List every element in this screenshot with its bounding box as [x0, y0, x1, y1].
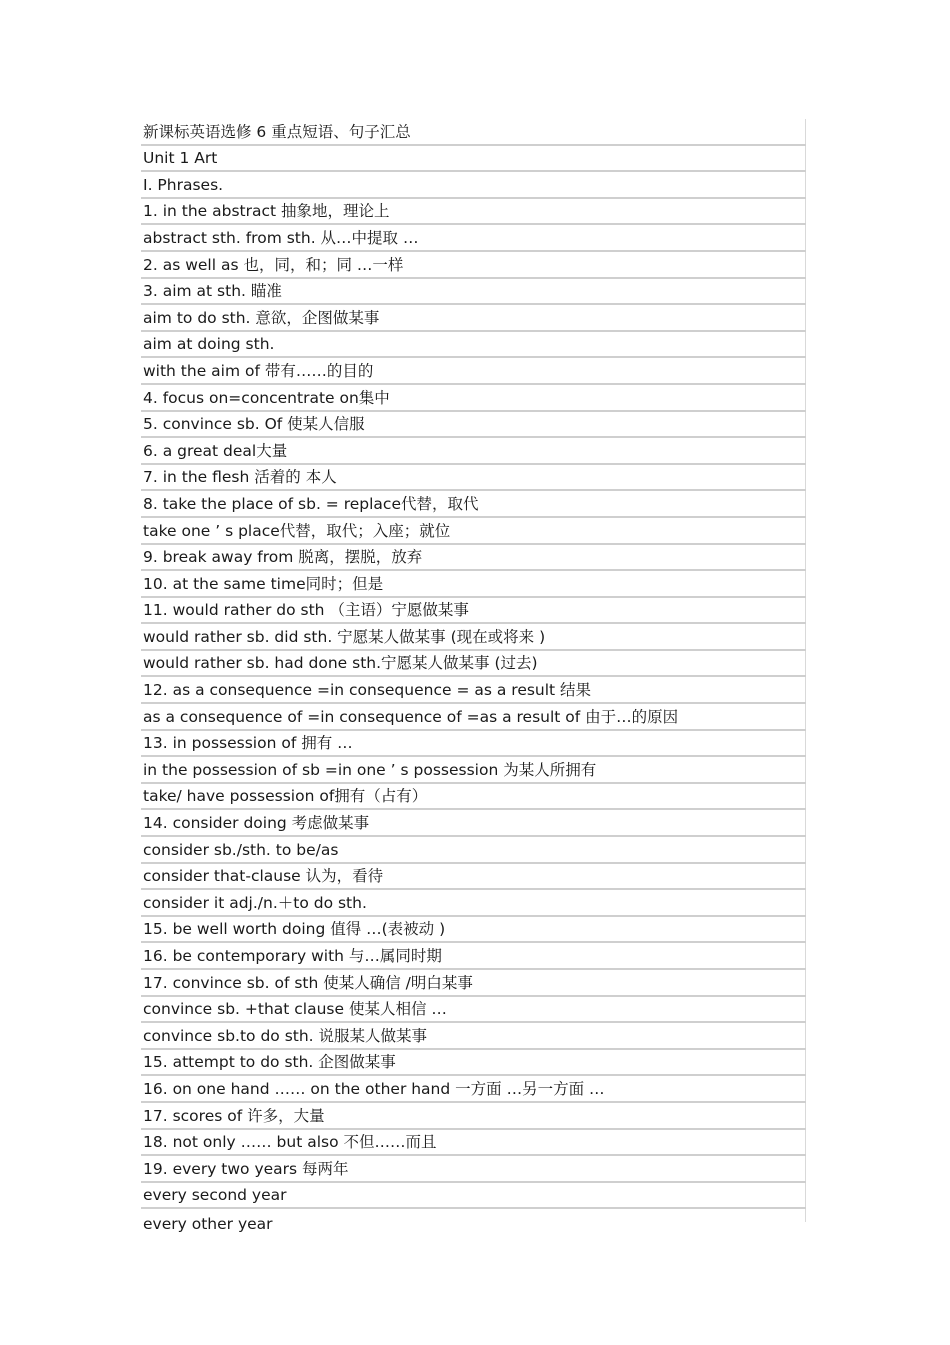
phrase-row — [141, 385, 806, 412]
phrase-text: 2. as well as 也，同，和；同 …一样 — [143, 255, 404, 274]
phrase-text: consider that-clause 认为，看待 — [143, 867, 384, 886]
doc-title-row — [141, 119, 806, 146]
phrase-row — [141, 837, 806, 864]
phrase-row — [141, 252, 806, 279]
phrase-text: aim to do sth. 意欲，企图做某事 — [143, 308, 380, 327]
phrase-row — [141, 1076, 806, 1103]
phrase-row — [141, 518, 806, 545]
phrase-row — [141, 225, 806, 252]
unit-heading: Unit 1 Art — [143, 149, 218, 168]
phrase-text: 4. focus on=concentrate on集中 — [143, 388, 390, 407]
phrase-row — [141, 412, 806, 439]
section-heading-row — [141, 172, 806, 199]
phrase-text: 16. on one hand …… on the other hand 一方面 …另一方面 … — [143, 1079, 605, 1098]
phrase-text: 18. not only …… but also 不但……而且 — [143, 1133, 437, 1152]
phrase-text: would rather sb. had done sth.宁愿某人做某事 (过去) — [143, 654, 538, 673]
phrase-text: aim at doing sth. — [143, 335, 275, 354]
phrase-text: 17. scores of 许多，大量 — [143, 1106, 325, 1125]
phrase-text: 13. in possession of 拥有 … — [143, 734, 353, 753]
phrase-row — [141, 917, 806, 944]
phrase-text: convince sb.to do sth. 说服某人做某事 — [143, 1026, 428, 1045]
phrase-row — [141, 358, 806, 385]
phrase-row — [141, 943, 806, 970]
phrase-row — [141, 279, 806, 306]
phrase-row — [141, 731, 806, 758]
phrase-text: every second year — [143, 1186, 287, 1205]
unit-heading-row — [141, 146, 806, 173]
phrase-text: as a consequence of =in consequence of =as a result of 由于…的原因 — [143, 707, 679, 726]
phrase-text: 15. be well worth doing 值得 …(表被动 ) — [143, 920, 446, 939]
phrase-text: 6. a great deal大量 — [143, 441, 288, 460]
phrase-text: 5. convince sb. Of 使某人信服 — [143, 415, 365, 434]
phrase-text: 15. attempt to do sth. 企图做某事 — [143, 1053, 396, 1072]
phrase-row — [141, 1209, 806, 1236]
phrase-row — [141, 332, 806, 359]
phrase-row — [141, 1050, 806, 1077]
phrase-row — [141, 784, 806, 811]
doc-title: 新课标英语选修 6 重点短语、句子汇总 — [143, 122, 411, 141]
phrase-row — [141, 624, 806, 651]
phrase-text: 12. as a consequence =in consequence = as a result 结果 — [143, 681, 592, 700]
phrase-row — [141, 1183, 806, 1210]
phrase-text: would rather sb. did sth. 宁愿某人做某事 (现在或将来 ) — [143, 627, 546, 646]
phrase-row — [141, 571, 806, 598]
phrase-row — [141, 545, 806, 572]
phrase-text: consider it adj./n.＋to do sth. — [143, 893, 367, 912]
phrase-row — [141, 1130, 806, 1157]
phrase-text: 8. take the place of sb. = replace代替，取代 — [143, 494, 479, 513]
phrase-text: 7. in the flesh 活着的 本人 — [143, 468, 337, 487]
phrase-text: abstract sth. from sth. 从…中提取 … — [143, 228, 419, 247]
phrase-text: 1. in the abstract 抽象地，理论上 — [143, 202, 390, 221]
phrase-row — [141, 890, 806, 917]
phrase-text: with the aim of 带有……的目的 — [143, 361, 374, 380]
phrase-text: 14. consider doing 考虑做某事 — [143, 814, 370, 833]
phrase-row — [141, 1156, 806, 1183]
phrase-text: in the possession of sb =in one ’ s possession 为某人所拥有 — [143, 760, 597, 779]
phrase-text: 11. would rather do sth （主语）宁愿做某事 — [143, 601, 469, 620]
phrase-text: convince sb. +that clause 使某人相信 … — [143, 1000, 447, 1019]
section-heading: Ⅰ. Phrases. — [143, 175, 224, 194]
phrase-text: 9. break away from 脱离，摆脱，放弃 — [143, 548, 423, 567]
phrase-text: take one ’ s place代替，取代；入座；就位 — [143, 521, 451, 540]
phrase-row — [141, 970, 806, 997]
phrase-row — [141, 305, 806, 332]
phrase-row — [141, 997, 806, 1024]
phrase-text: 19. every two years 每两年 — [143, 1159, 349, 1178]
phrase-row — [141, 438, 806, 465]
phrase-text: 16. be contemporary with 与…属同时期 — [143, 947, 442, 965]
phrase-row — [141, 491, 806, 518]
document-table — [141, 119, 806, 1236]
phrase-text: every other year — [143, 1214, 273, 1233]
phrase-row — [141, 1023, 806, 1050]
phrase-row — [141, 757, 806, 784]
phrase-text: take/ have possession of拥有（占有） — [143, 787, 428, 806]
phrase-row — [141, 465, 806, 492]
phrase-row — [141, 864, 806, 891]
phrase-row — [141, 199, 806, 226]
phrase-text: 17. convince sb. of sth 使某人确信 /明白某事 — [143, 973, 473, 992]
phrase-row — [141, 810, 806, 837]
phrase-row — [141, 598, 806, 625]
phrase-text: 3. aim at sth. 瞄准 — [143, 282, 282, 301]
phrase-text: consider sb./sth. to be/as — [143, 840, 339, 859]
phrase-row — [141, 1103, 806, 1130]
phrase-text: 10. at the same time同时；但是 — [143, 574, 384, 593]
phrase-row — [141, 651, 806, 678]
phrase-row — [141, 677, 806, 704]
phrase-row — [141, 704, 806, 731]
